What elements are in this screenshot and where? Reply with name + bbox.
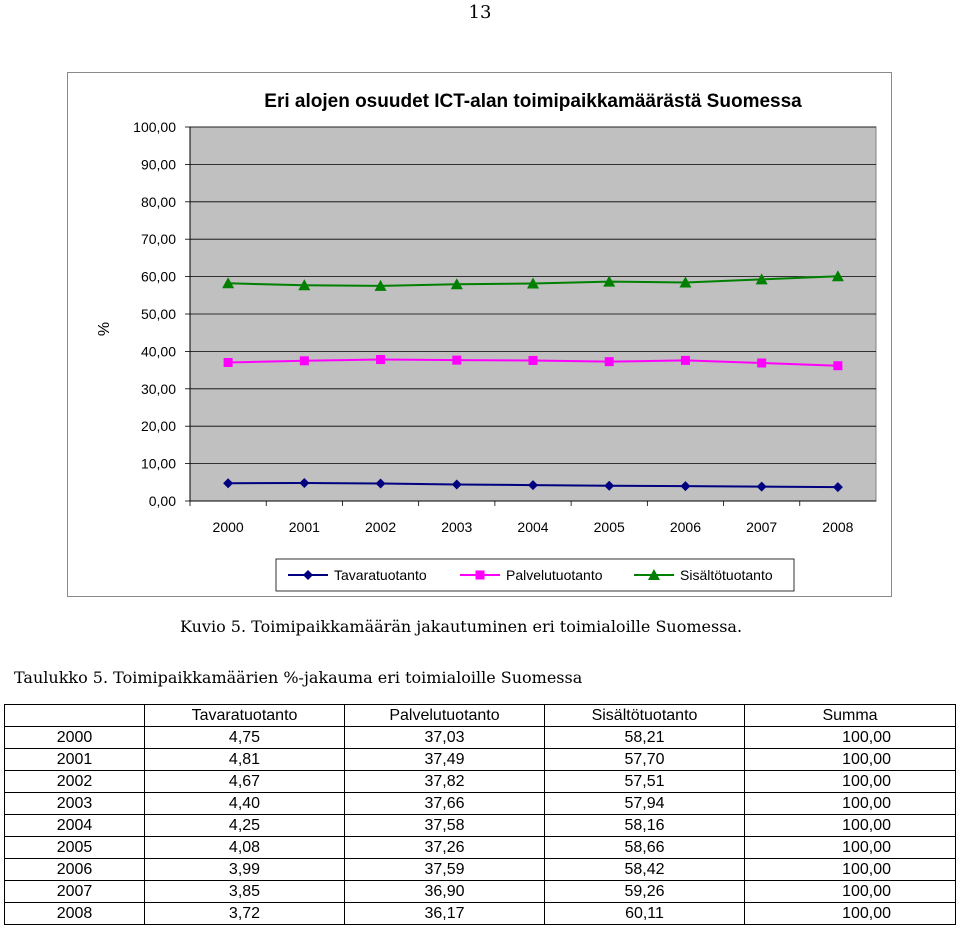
table-cell: 3,99 [145, 859, 345, 881]
table-row [5, 749, 956, 771]
table-cell: 59,26 [545, 881, 745, 903]
legend-label: Tavaratuotanto [334, 567, 427, 583]
table-cell: 100,00 [745, 815, 956, 837]
table-cell: 36,90 [345, 881, 545, 903]
table-cell: 2002 [5, 771, 145, 793]
data-table [4, 704, 956, 925]
table-cell: 58,16 [545, 815, 745, 837]
y-tick-label: 100,00 [133, 119, 176, 135]
table-cell: 57,70 [545, 749, 745, 771]
table-row [5, 881, 956, 903]
table-body [5, 727, 956, 925]
table-cell: 37,58 [345, 815, 545, 837]
y-tick-label: 60,00 [140, 268, 176, 285]
table-cell: 100,00 [745, 749, 956, 771]
x-tick-label: 2006 [669, 519, 702, 535]
y-tick-label: 40,00 [140, 343, 176, 360]
table-header-cell: Tavaratuotanto [145, 705, 345, 727]
table-cell: 37,03 [345, 727, 545, 749]
data-point-square [833, 361, 842, 370]
page-number: 13 [468, 2, 492, 23]
table-row [5, 815, 956, 837]
table-header-cell: Summa [745, 705, 956, 727]
x-tick-label: 2007 [746, 519, 778, 535]
table-cell: 100,00 [745, 903, 956, 925]
chart-title: Eri alojen osuudet ICT-alan toimipaikkamäärästä Suomessa [264, 91, 802, 112]
table-header-cell [5, 705, 145, 727]
data-point-square [681, 356, 690, 365]
table-row [5, 903, 956, 925]
y-tick-label: 90,00 [140, 156, 176, 173]
legend-marker-square [476, 571, 485, 580]
y-axis-label: % [96, 321, 113, 337]
table-header-row [5, 705, 956, 727]
table-row [5, 727, 956, 749]
table-cell: 2006 [5, 859, 145, 881]
table-cell: 57,94 [545, 793, 745, 815]
table-row [5, 771, 956, 793]
table-cell: 36,17 [345, 903, 545, 925]
table-cell: 2005 [5, 837, 145, 859]
table-header-cell: Palvelutuotanto [345, 705, 545, 727]
figure-caption: Kuvio 5. Toimipaikkamäärän jakautuminen eri toimialoille Suomessa. [180, 617, 743, 636]
data-point-square [300, 356, 309, 365]
table-row [5, 859, 956, 881]
y-tick-label: 50,00 [140, 306, 176, 322]
table-cell: 2000 [5, 727, 145, 749]
x-tick-label: 2005 [593, 519, 625, 535]
x-tick-label: 2001 [288, 519, 320, 535]
data-point-square [224, 358, 233, 367]
x-tick-label: 2000 [212, 519, 244, 535]
table-cell: 58,42 [545, 859, 745, 881]
table-cell: 2008 [5, 903, 145, 925]
table-cell: 4,25 [145, 815, 345, 837]
line-chart [68, 73, 891, 596]
table-cell: 57,51 [545, 771, 745, 793]
table-cell: 2007 [5, 881, 145, 903]
x-tick-label: 2003 [441, 519, 473, 535]
table-row [5, 793, 956, 815]
table-cell: 100,00 [745, 727, 956, 749]
x-tick-label: 2004 [517, 519, 549, 535]
table-cell: 4,08 [145, 837, 345, 859]
y-tick-label: 80,00 [140, 193, 176, 210]
data-point-square [376, 355, 385, 364]
table-cell: 58,66 [545, 837, 745, 859]
table-cell: 2003 [5, 793, 145, 815]
x-tick-label: 2008 [822, 519, 854, 535]
table-cell: 37,26 [345, 837, 545, 859]
table-cell: 4,40 [145, 793, 345, 815]
legend-label: Sisältötuotanto [680, 567, 773, 583]
table-cell: 3,85 [145, 881, 345, 903]
data-point-square [452, 356, 461, 365]
data-point-square [529, 356, 538, 365]
table-cell: 4,75 [145, 727, 345, 749]
table-cell: 2001 [5, 749, 145, 771]
table-cell: 60,11 [545, 903, 745, 925]
table-cell: 100,00 [745, 837, 956, 859]
table-cell: 100,00 [745, 859, 956, 881]
y-tick-label: 30,00 [140, 380, 176, 397]
table-cell: 2004 [5, 815, 145, 837]
table-header-cell: Sisältötuotanto [545, 705, 745, 727]
y-tick-label: 10,00 [140, 455, 176, 472]
x-tick-label: 2002 [364, 519, 397, 535]
table-cell: 100,00 [745, 793, 956, 815]
table-cell: 3,72 [145, 903, 345, 925]
y-tick-label: 70,00 [140, 231, 176, 248]
table-cell: 4,81 [145, 749, 345, 771]
table-cell: 37,66 [345, 793, 545, 815]
table-cell: 4,67 [145, 771, 345, 793]
table-cell: 37,59 [345, 859, 545, 881]
table-cell: 58,21 [545, 727, 745, 749]
y-tick-label: 0,00 [148, 493, 176, 509]
legend-label: Palvelutuotanto [506, 567, 603, 583]
table-cell: 100,00 [745, 881, 956, 903]
table-title: Taulukko 5. Toimipaikkamäärien %-jakauma eri toimialoille Suomessa [14, 668, 583, 687]
data-point-square [757, 358, 766, 367]
table-cell: 37,82 [345, 771, 545, 793]
y-tick-label: 20,00 [140, 418, 176, 435]
table-cell: 37,49 [345, 749, 545, 771]
data-point-square [605, 357, 614, 366]
chart-frame [67, 72, 892, 597]
table-cell: 100,00 [745, 771, 956, 793]
table-row [5, 837, 956, 859]
